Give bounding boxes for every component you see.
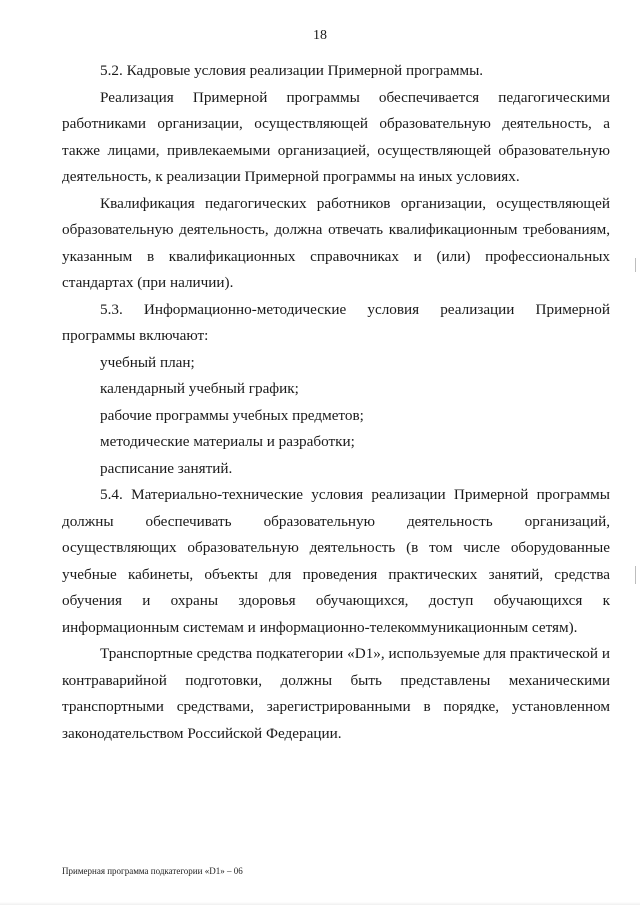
section-heading-5-2: 5.2. Кадровые условия реализации Примерной программы. [100, 62, 484, 79]
page-number: 18 [313, 28, 327, 43]
list-item: методические материалы и разработки; [100, 433, 355, 450]
page-footer: Примерная программа подкатегории «D1» – 06 [62, 866, 243, 876]
paragraph-transport-vehicles: Транспортные средства подкатегории «D1», используемые для практической и контраварийной подготовки, должны быть представлены механическими транспортными средствами, зарегистрированными в порядке, установленном законодательством Российской Федерации. [62, 645, 610, 742]
list-item: рабочие программы учебных предметов; [100, 406, 364, 424]
paragraph-staff-qualification: Квалификация педагогических работников организации, осуществляющей образовательную деятельность, должна отвечать квалификационным требованиям, указанным в квалификационных справочниках и (или) профессиональных стандартах (при наличии). [62, 194, 610, 291]
section-heading-5-3: 5.3. Информационно-методические условия реализации Примерной программы включают: [62, 300, 610, 344]
list-item: расписание занятий. [100, 459, 233, 477]
document-body [62, 58, 610, 747]
scan-edge-mark [635, 566, 636, 584]
section-paragraph-5-4: 5.4. Материально-технические условия реализации Примерной программы должны обеспечивать образовательную деятельность организаций, осуществляющих образовательную деятельность (в том числе оборудованные учебные кабинеты, объекты для проведения практических занятий, средства обучения и охраны здоровья обучающихся, доступ обучающихся к информационным системам и информационно-телекоммуникационным сетям). [62, 486, 610, 636]
methodological-conditions-list [62, 350, 610, 483]
list-item: учебный план; [100, 353, 195, 371]
list-item: календарный учебный график; [100, 380, 299, 397]
paragraph-staff-implementation: Реализация Примерной программы обеспечивается педагогическими работниками организации, осуществляющей образовательную деятельность, а также лицами, привлекаемыми организацией, осуществляющей образовательную деятельность, к реализации Примерной программы на иных условиях. [62, 88, 610, 185]
scan-edge-mark [635, 258, 636, 272]
